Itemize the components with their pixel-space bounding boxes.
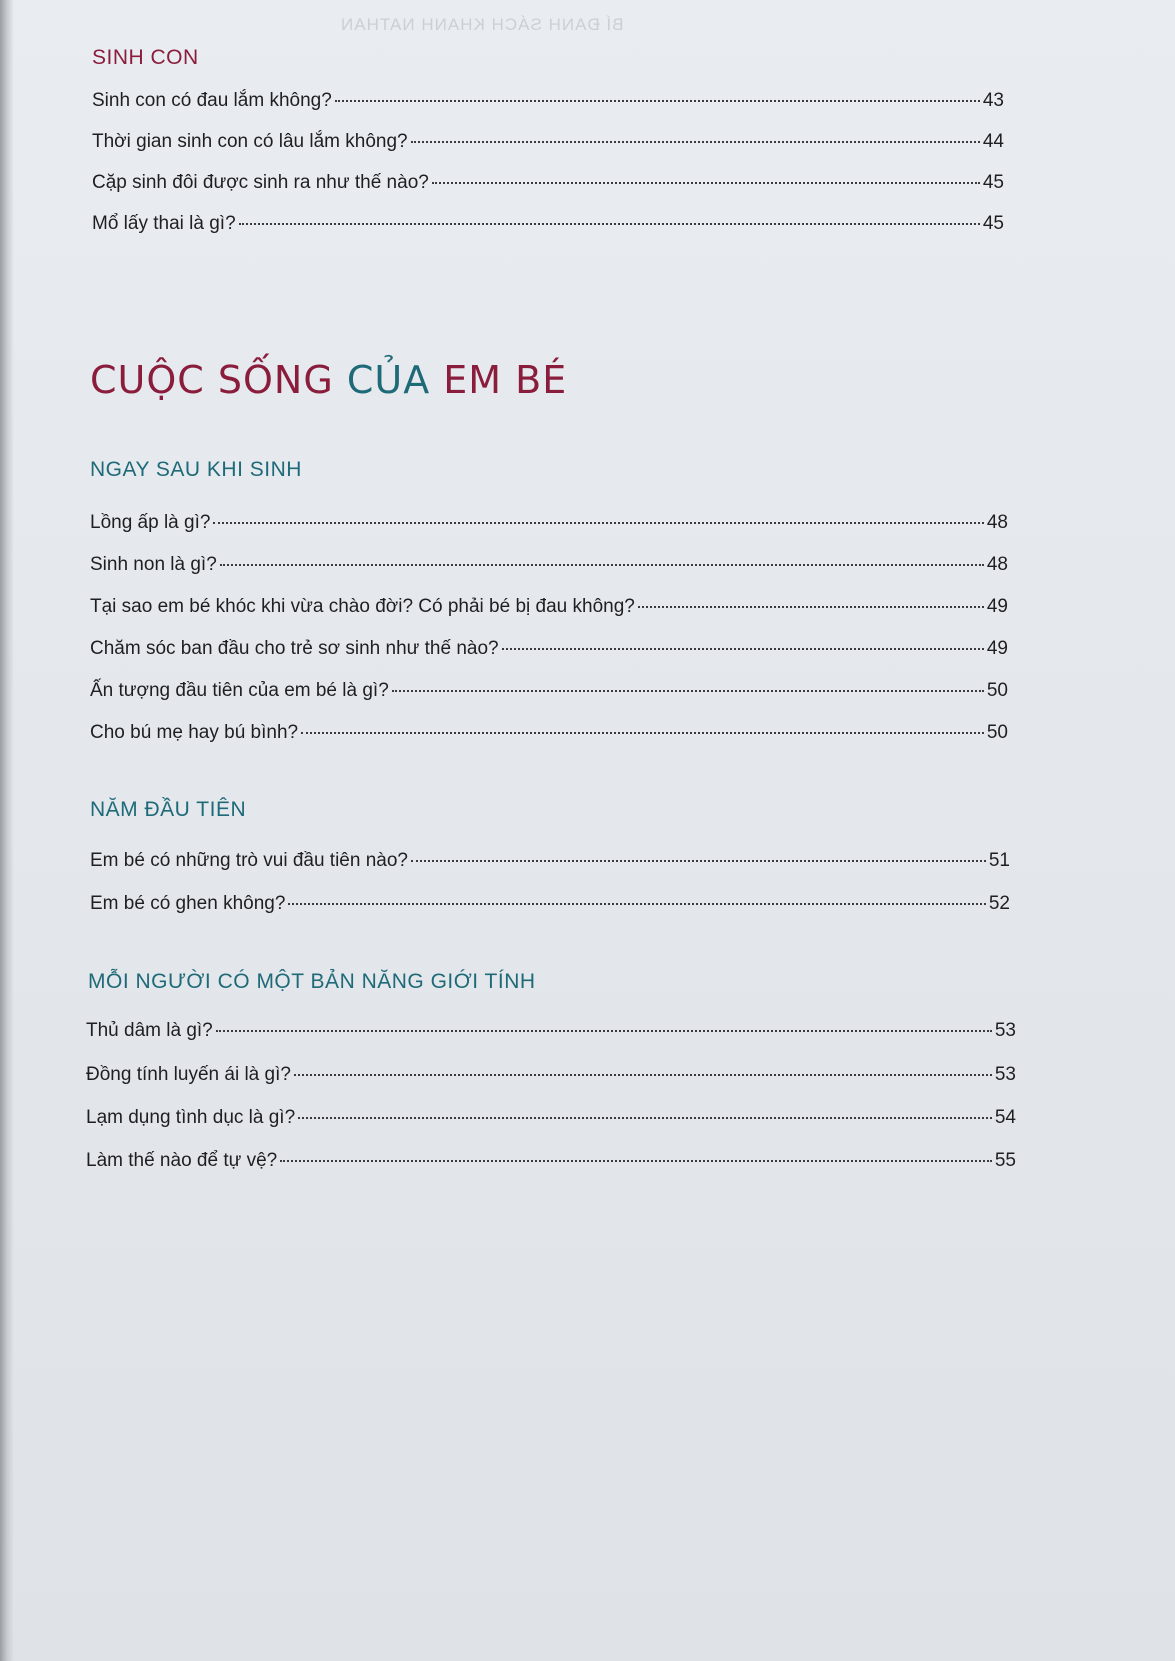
toc-entry-question: Làm thế nào để tự vệ? (86, 1150, 278, 1171)
section-heading-nam-dau-tien: NĂM ĐẦU TIÊN (90, 798, 247, 821)
toc-entry[interactable] (90, 720, 1008, 746)
toc-entry-question: Cho bú mẹ hay bú bình? (90, 722, 299, 743)
toc-entry[interactable] (92, 211, 1004, 237)
chapter-title-part: EM BÉ (443, 358, 568, 402)
toc-entry[interactable] (90, 636, 1008, 662)
toc-entry-question: Thời gian sinh con có lâu lắm không? (92, 131, 408, 152)
toc-entry-question: Cặp sinh đôi được sinh ra như thế nào? (92, 172, 429, 193)
toc-entry[interactable] (86, 1105, 1016, 1131)
toc-entry-question: Tại sao em bé khóc khi vừa chào đời? Có phải bé bị đau không? (90, 596, 635, 617)
toc-entry[interactable] (90, 594, 1008, 620)
toc-entry[interactable] (90, 678, 1008, 704)
toc-entry-question: Lạm dụng tình dục là gì? (86, 1107, 296, 1128)
toc-entry-page: 50 (986, 722, 1008, 743)
dot-leader (280, 1160, 992, 1162)
toc-entry-page: 54 (994, 1107, 1016, 1128)
toc-entry-question: Sinh con có đau lắm không? (92, 90, 332, 111)
toc-entry-page: 43 (982, 90, 1004, 111)
toc-entry[interactable] (86, 1018, 1016, 1044)
toc-entry-page: 53 (994, 1020, 1016, 1041)
toc-entry-question: Chăm sóc ban đầu cho trẻ sơ sinh như thế nào? (90, 638, 499, 659)
dot-leader (239, 223, 980, 225)
dot-leader (411, 141, 980, 143)
toc-entry-page: 49 (986, 596, 1008, 617)
toc-entry[interactable] (92, 170, 1004, 196)
toc-entry[interactable] (92, 88, 1004, 114)
toc-entry-page: 51 (988, 850, 1010, 871)
toc-entry-page: 50 (986, 680, 1008, 701)
toc-entry-page: 44 (982, 131, 1004, 152)
toc-entry-question: Thủ dâm là gì? (86, 1020, 213, 1041)
toc-entry-question: Ấn tượng đầu tiên của em bé là gì? (90, 680, 389, 701)
toc-entry-page: 45 (982, 213, 1004, 234)
dot-leader (335, 100, 980, 102)
toc-entry-question: Em bé có ghen không? (90, 893, 286, 914)
chapter-title-part: CUỘC SỐNG (90, 358, 347, 402)
page-binding-shadow (0, 0, 14, 1661)
toc-entry-page: 53 (994, 1064, 1016, 1085)
section-heading-ngay-sau-khi-sinh: NGAY SAU KHI SINH (90, 458, 302, 481)
dot-leader (301, 732, 984, 734)
toc-entry[interactable] (90, 848, 1010, 874)
dot-leader (213, 522, 983, 524)
dot-leader (432, 182, 980, 184)
dot-leader (502, 648, 984, 650)
dot-leader (411, 860, 986, 862)
toc-entry[interactable] (86, 1148, 1016, 1174)
dot-leader (638, 606, 984, 608)
toc-entry-question: Đồng tính luyến ái là gì? (86, 1064, 291, 1085)
toc-entry-page: 52 (988, 893, 1010, 914)
toc-entry-page: 49 (986, 638, 1008, 659)
dot-leader (216, 1030, 992, 1032)
toc-entry[interactable] (92, 129, 1004, 155)
dot-leader (288, 903, 985, 905)
toc-entry-page: 48 (986, 554, 1008, 575)
dot-leader (220, 564, 984, 566)
section-heading-ban-nang-gioi-tinh: MỖI NGƯỜI CÓ MỘT BẢN NĂNG GIỚI TÍNH (88, 970, 536, 993)
toc-entry[interactable] (86, 1062, 1016, 1088)
toc-entry-page: 55 (994, 1150, 1016, 1171)
toc-entry-question: Lồng ấp là gì? (90, 512, 211, 533)
dot-leader (298, 1117, 992, 1119)
toc-entry[interactable] (90, 891, 1010, 917)
dot-leader (392, 690, 984, 692)
toc-entry-question: Sinh non là gì? (90, 554, 217, 575)
toc-entry-page: 45 (982, 172, 1004, 193)
toc-entry[interactable] (90, 510, 1008, 536)
bleed-through-header: BÍ ĐANH SÁCH KHANH NATHAN (340, 15, 624, 34)
toc-entry-question: Mổ lấy thai là gì? (92, 213, 236, 234)
toc-entry[interactable] (90, 552, 1008, 578)
dot-leader (294, 1074, 992, 1076)
chapter-title (90, 358, 567, 402)
chapter-title-part: CỦA (346, 358, 444, 402)
section-heading-sinh-con: SINH CON (92, 46, 199, 69)
toc-entry-page: 48 (986, 512, 1008, 533)
toc-entry-question: Em bé có những trò vui đầu tiên nào? (90, 850, 408, 871)
